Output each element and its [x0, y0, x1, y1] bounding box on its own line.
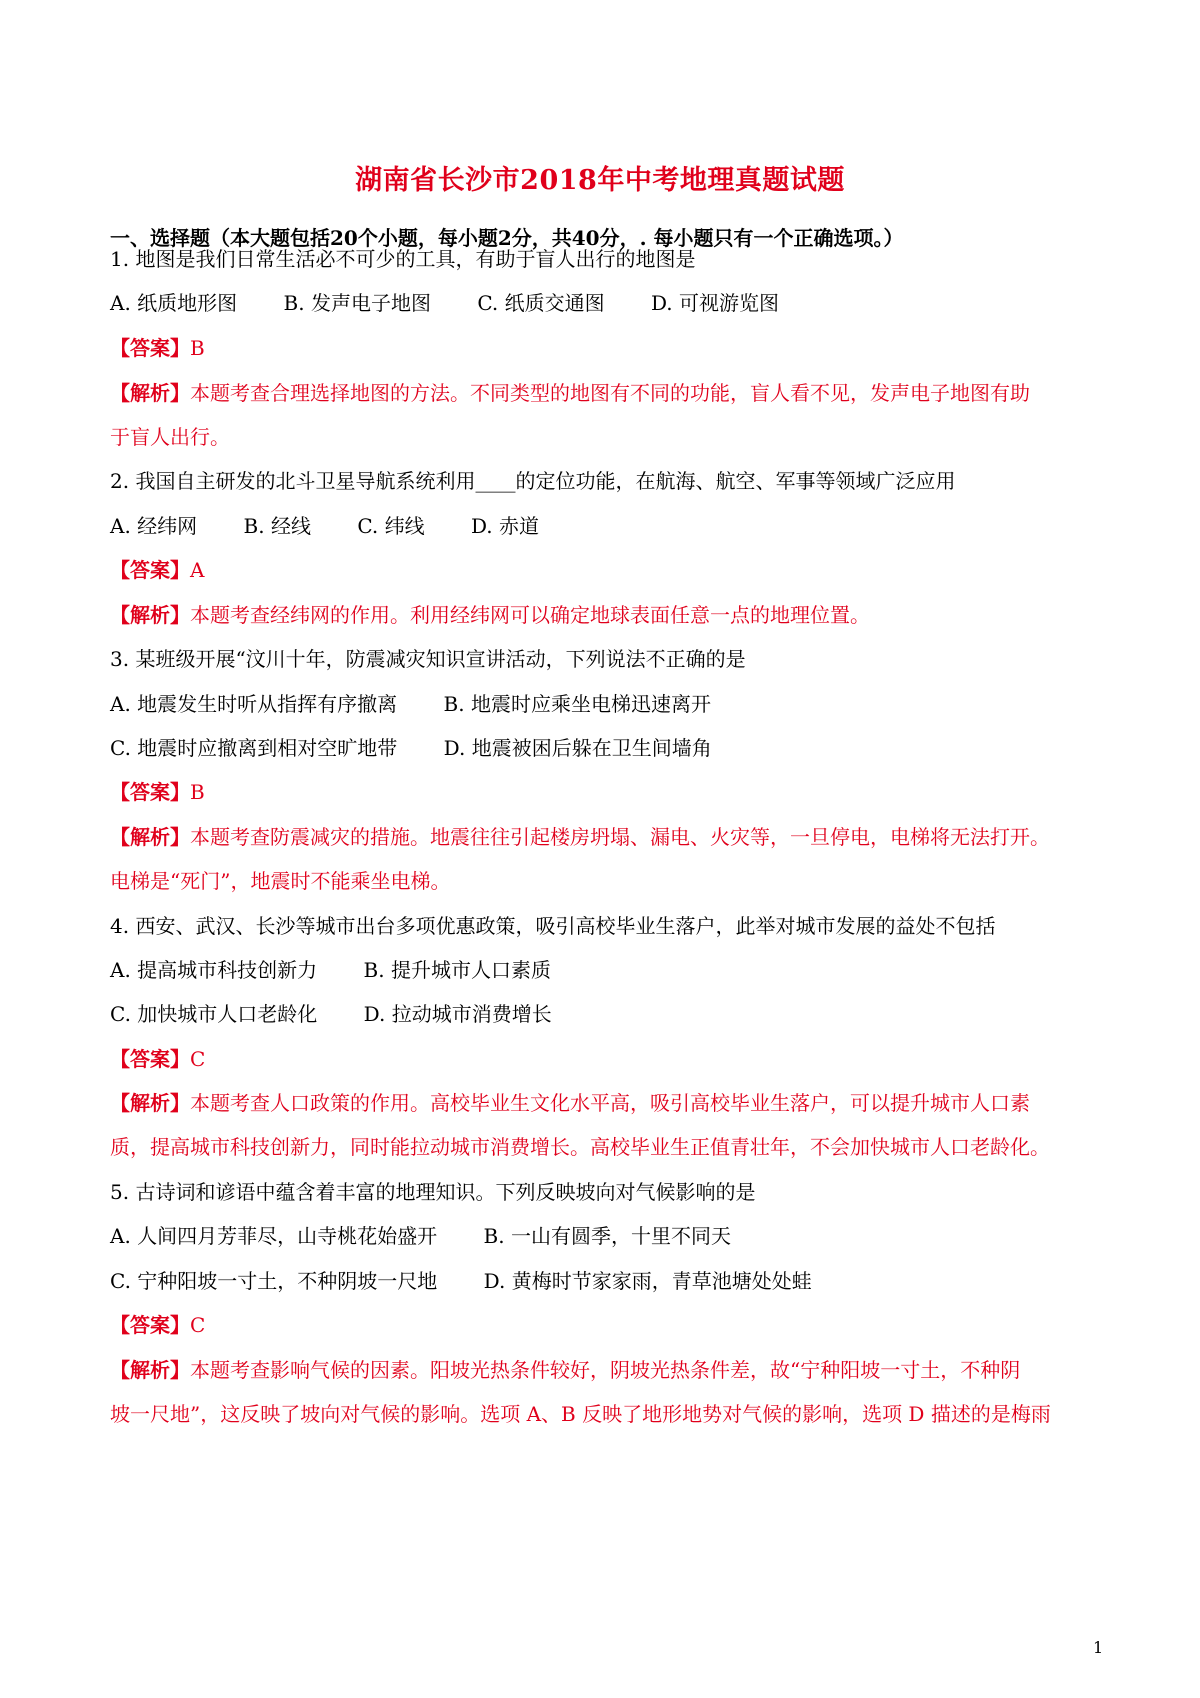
- option-c: C. 地震时应撤离到相对空旷地带: [110, 736, 398, 760]
- analysis-text: 本题考查人口政策的作用。高校毕业生文化水平高，吸引高校毕业生落户，可以提升城市人口素: [190, 1091, 1030, 1115]
- answer-value: C: [190, 1313, 206, 1337]
- option-d: D. 地震被困后躲在卫生间墙角: [443, 736, 712, 760]
- question-1-answer: [110, 335, 205, 361]
- option-a: A. 提高城市科技创新力: [110, 958, 318, 982]
- option-c: C. 加快城市人口老龄化: [110, 1002, 318, 1026]
- analysis-text: 本题考查影响气候的因素。阳坡光热条件较好，阴坡光热条件差，故“宁种阳坡一寸土，不种阴: [190, 1358, 1021, 1382]
- option-a: A. 纸质地形图: [110, 291, 238, 315]
- answer-label: 【答案】: [110, 780, 190, 804]
- question-5-analysis-line-1: [110, 1357, 1020, 1383]
- question-4-stem: 4. 西安、武汉、长沙等城市出台多项优惠政策，吸引高校毕业生落户，此举对城市发展的益处不包括: [110, 914, 996, 938]
- question-2-stem: 2. 我国自主研发的北斗卫星导航系统利用____的定位功能，在航海、航空、军事等领域广泛应用: [110, 469, 956, 493]
- question-5-options-row-2: [110, 1268, 852, 1294]
- question-2-answer: [110, 557, 204, 583]
- question-4-options-row-1: [110, 957, 591, 983]
- option-a: A. 人间四月芳菲尽，山寺桃花始盛开: [110, 1224, 438, 1248]
- answer-label: 【答案】: [110, 1313, 190, 1337]
- option-b: B. 经线: [243, 514, 311, 538]
- question-2-analysis-line-1: [110, 602, 870, 628]
- option-c: C. 纸质交通图: [477, 291, 605, 315]
- analysis-text: 本题考查合理选择地图的方法。不同类型的地图有不同的功能，盲人看不见，发声电子地图有助: [190, 381, 1030, 405]
- option-d: D. 可视游览图: [650, 291, 780, 315]
- question-4-answer: [110, 1046, 205, 1072]
- analysis-label: 【解析】: [110, 1091, 190, 1115]
- question-1-stem: 1. 地图是我们日常生活必不可少的工具，有助于盲人出行的地图是: [110, 247, 696, 271]
- question-3-options-row-2: [110, 735, 752, 761]
- option-d: D. 赤道: [470, 514, 540, 538]
- page-number: 1: [1093, 1638, 1104, 1657]
- question-3-answer: [110, 779, 205, 805]
- question-4-analysis-line-1: [110, 1090, 1030, 1116]
- section-heading: 一、选择题（本大题包括20个小题，每小题2分，共40分，. 每小题只有一个正确选项。）: [110, 226, 904, 250]
- analysis-text: 本题考查防震减灾的措施。地震往往引起楼房坍塌、漏电、火灾等，一旦停电，电梯将无法打开。: [190, 825, 1050, 849]
- question-5-analysis-line-2: 坡一尺地”，这反映了坡向对气候的影响。选项 A、B 反映了地形地势对气候的影响，选项 D 描述的是梅雨: [110, 1402, 1051, 1426]
- analysis-label: 【解析】: [110, 381, 190, 405]
- answer-value: C: [190, 1047, 206, 1071]
- answer-value: B: [190, 336, 205, 360]
- question-5-options-row-1: [110, 1223, 771, 1249]
- option-a: A. 经纬网: [110, 514, 198, 538]
- question-4-analysis-line-2: 质，提高城市科技创新力，同时能拉动城市消费增长。高校毕业生正值青壮年，不会加快城市人口老龄化。: [110, 1135, 1050, 1159]
- option-b: B. 发声电子地图: [283, 291, 431, 315]
- option-d: D. 拉动城市消费增长: [363, 1002, 552, 1026]
- question-5-answer: [110, 1312, 205, 1338]
- answer-value: B: [190, 780, 205, 804]
- document-title: 湖南省长沙市2018年中考地理真题试题: [355, 165, 845, 196]
- question-3-analysis-line-2: 电梯是“死门”，地震时不能乘坐电梯。: [110, 869, 451, 893]
- option-a: A. 地震发生时听从指挥有序撤离: [110, 692, 398, 716]
- analysis-text: 本题考查经纬网的作用。利用经纬网可以确定地球表面任意一点的地理位置。: [190, 603, 870, 627]
- question-1-options: [110, 290, 819, 316]
- analysis-label: 【解析】: [110, 825, 190, 849]
- option-b: B. 一山有圆季，十里不同天: [483, 1224, 731, 1248]
- analysis-label: 【解析】: [110, 603, 190, 627]
- option-b: B. 提升城市人口素质: [363, 958, 551, 982]
- answer-label: 【答案】: [110, 1047, 190, 1071]
- answer-label: 【答案】: [110, 558, 190, 582]
- question-3-stem: 3. 某班级开展“汶川十年，防震减灾知识宣讲活动，下列说法不正确的是: [110, 647, 746, 671]
- question-1-analysis-line-2: 于盲人出行。: [110, 425, 230, 449]
- question-1-analysis-line-1: [110, 380, 1030, 406]
- option-c: C. 纬线: [357, 514, 425, 538]
- answer-value: A: [190, 558, 205, 582]
- question-2-options: [110, 513, 579, 539]
- answer-label: 【答案】: [110, 336, 190, 360]
- option-c: C. 宁种阳坡一寸土，不种阴坡一尺地: [110, 1269, 438, 1293]
- analysis-label: 【解析】: [110, 1358, 190, 1382]
- question-3-analysis-line-1: [110, 824, 1050, 850]
- question-4-options-row-2: [110, 1001, 592, 1027]
- option-d: D. 黄梅时节家家雨，青草池塘处处蛙: [483, 1269, 812, 1293]
- question-5-stem: 5. 古诗词和谚语中蕴含着丰富的地理知识。下列反映坡向对气候影响的是: [110, 1180, 756, 1204]
- option-b: B. 地震时应乘坐电梯迅速离开: [443, 692, 711, 716]
- question-3-options-row-1: [110, 691, 751, 717]
